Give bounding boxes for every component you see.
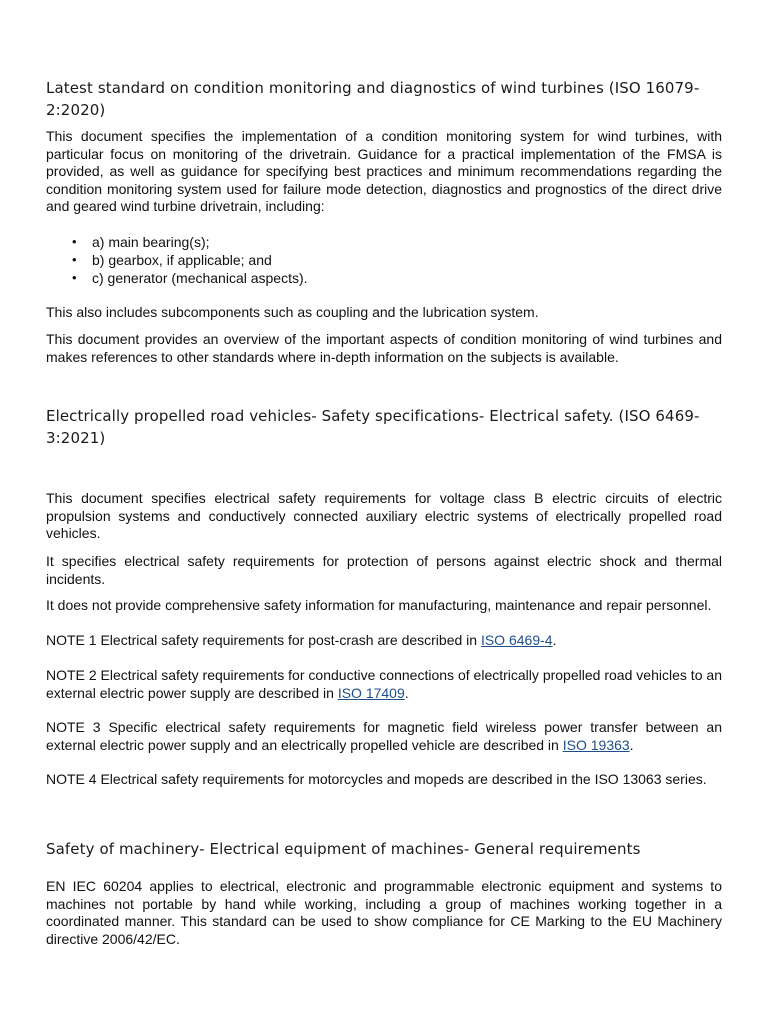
section-heading-wind-turbines: Latest standard on condition monitoring and diagnostics of wind turbines (ISO 16079-2:2020) bbox=[46, 79, 700, 119]
note-1-tail: . bbox=[552, 632, 557, 648]
list-item: • a) main bearing(s); bbox=[46, 233, 308, 251]
section-heading-machinery: Safety of machinery- Electrical equipment of machines- General requirements bbox=[46, 840, 641, 858]
list-item: • b) gearbox, if applicable; and bbox=[46, 251, 308, 269]
note-3-text: NOTE 3 Specific electrical safety requirements for magnetic field wireless power transfer between an external electric power supply and an electrically propelled vehicle are described in bbox=[46, 719, 722, 753]
drivetrain-component-list bbox=[46, 233, 308, 287]
note-4: NOTE 4 Electrical safety requirements for motorcycles and mopeds are described in the ISO 13063 series. bbox=[46, 771, 707, 787]
link-iso-6469-4[interactable]: ISO 6469-4 bbox=[480, 632, 553, 648]
paragraph-vehicle-protection: It specifies electrical safety requirements for protection of persons against electric shock and thermal incidents. bbox=[46, 553, 722, 587]
link-iso-19363[interactable]: ISO 19363 bbox=[562, 736, 630, 753]
note-2-tail: . bbox=[404, 684, 409, 701]
paragraph-vehicle-exclusion: It does not provide comprehensive safety information for manufacturing, maintenance and repair personnel. bbox=[46, 597, 712, 613]
link-iso-17409[interactable]: ISO 17409 bbox=[337, 684, 405, 701]
note-1-text: NOTE 1 Electrical safety requirements for post-crash are described in bbox=[46, 632, 481, 648]
note-3-tail: . bbox=[629, 736, 634, 753]
note-3 bbox=[46, 719, 722, 754]
paragraph-subcomponents: This also includes subcomponents such as coupling and the lubrication system. bbox=[46, 304, 539, 320]
list-item: • c) generator (mechanical aspects). bbox=[46, 269, 308, 287]
paragraph-wind-intro: This document specifies the implementation of a condition monitoring system for wind turbines, with particular focus on monitoring of the drivetrain. Guidance for a practical implementation of the FMSA is provided, as well as guidance for specifying best practices and minimum recommendations regarding the condition monitoring system used for failure mode detection, diagnostics and prognostics of the direct drive and geared wind turbine drivetrain, including: bbox=[46, 128, 722, 214]
paragraph-vehicle-scope: This document specifies electrical safety requirements for voltage class B electric circuits of electric propulsion systems and conductively connected auxiliary electric systems of electrically propelled road vehicles. bbox=[46, 490, 722, 541]
paragraph-overview: This document provides an overview of the important aspects of condition monitoring of wind turbines and makes references to other standards where in-depth information on the subjects is available. bbox=[46, 331, 722, 365]
note-1 bbox=[46, 632, 556, 650]
paragraph-machinery: EN IEC 60204 applies to electrical, electronic and programmable electronic equipment and systems to machines not portable by hand while working, including a group of machines working together in a coordinated manner. This standard can be used to show compliance for CE Marking to the EU Machinery directive 2006/42/EC. bbox=[46, 878, 722, 947]
note-2-text: NOTE 2 Electrical safety requirements for conductive connections of electrically propelled road vehicles to an external electric power supply are described in bbox=[46, 667, 722, 701]
section-heading-road-vehicles: Electrically propelled road vehicles- Safety specifications- Electrical safety. (ISO 6469-3:2021) bbox=[46, 407, 700, 447]
note-2 bbox=[46, 667, 722, 702]
